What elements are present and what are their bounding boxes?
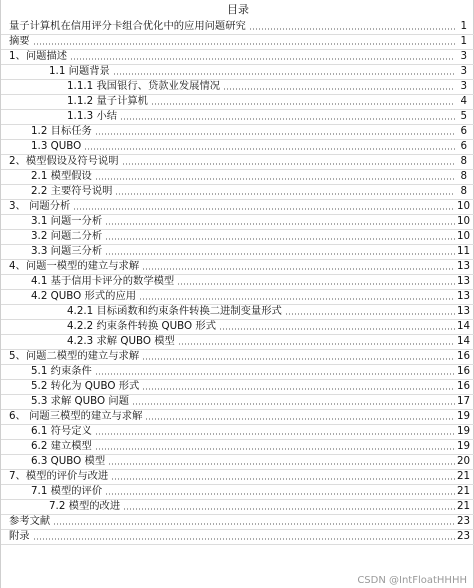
toc-entry[interactable] (1, 515, 474, 530)
toc-entry-label: 1.2 目标任务 (31, 125, 92, 137)
dot-leader (142, 358, 455, 360)
toc-entry-page-number: 3 (460, 80, 467, 92)
toc-entry-page-number: 13 (457, 275, 471, 287)
dot-leader (120, 118, 455, 120)
toc-entry-label: 1.1.2 量子计算机 (67, 95, 148, 107)
toc-entry-page-number: 20 (457, 455, 471, 467)
toc-entry-page-number: 3 (460, 50, 467, 62)
dot-leader (105, 493, 455, 495)
toc-entry[interactable] (1, 140, 474, 155)
dot-leader (105, 223, 455, 225)
toc-entry-label: 附录 (9, 530, 30, 542)
toc-entry-page-number: 8 (460, 185, 467, 197)
toc-entry-label: 4.2.1 目标函数和约束条件转换二进制变量形式 (67, 305, 282, 317)
toc-entry-page-number: 23 (457, 530, 471, 542)
dot-leader (139, 298, 455, 300)
dot-leader (151, 103, 455, 105)
toc-entry-page-number: 10 (457, 200, 471, 212)
dot-leader (122, 163, 455, 165)
toc-entry-label: 1.3 QUBO (31, 140, 82, 152)
toc-entry-page-number: 6 (460, 140, 467, 152)
toc-entry-label: 摘要 (9, 35, 30, 47)
toc-entry-page-number: 8 (460, 170, 467, 182)
dot-leader (142, 388, 455, 390)
toc-entry-label: 2、模型假设及符号说明 (9, 155, 119, 167)
toc-entry[interactable] (1, 350, 474, 365)
toc-entry[interactable] (1, 20, 474, 35)
toc-entry[interactable] (1, 110, 474, 125)
toc-entry-label: 4.2 QUBO 形式的应用 (31, 290, 137, 302)
toc-entry-page-number: 13 (457, 290, 471, 302)
toc-entry-label: 3、 问题分析 (9, 200, 71, 212)
toc-entry-label: 7、模型的评价与改进 (9, 470, 109, 482)
toc-entry-label: 7.2 模型的改进 (49, 500, 121, 512)
toc-entry[interactable] (1, 335, 474, 350)
toc-entry[interactable] (1, 320, 474, 335)
toc-entry[interactable] (1, 365, 474, 380)
toc-entry-label: 5.3 求解 QUBO 问题 (31, 395, 130, 407)
toc-entry-page-number: 14 (457, 335, 471, 347)
toc-entry-label: 5、问题二模型的建立与求解 (9, 350, 140, 362)
toc-entry[interactable] (1, 185, 474, 200)
dot-leader (219, 328, 455, 330)
dot-leader (108, 463, 455, 465)
toc-entry-label: 量子计算机在信用评分卡组合优化中的应用问题研究 (9, 20, 246, 32)
toc-entry[interactable] (1, 500, 474, 515)
dot-leader (95, 373, 455, 375)
dot-leader (178, 343, 455, 345)
dot-leader (145, 418, 455, 420)
toc-entry[interactable] (1, 155, 474, 170)
toc-entry-page-number: 1 (460, 35, 467, 47)
toc-entry-label: 4、问题一模型的建立与求解 (9, 260, 140, 272)
dot-leader (95, 433, 455, 435)
toc-entry-page-number: 23 (457, 515, 471, 527)
toc-entry-label: 3.3 问题三分析 (31, 245, 103, 257)
dot-leader (113, 73, 455, 75)
toc-entry[interactable] (1, 275, 474, 290)
toc-entry-label: 6.3 QUBO 模型 (31, 455, 106, 467)
toc-entry[interactable] (1, 125, 474, 140)
toc-entry[interactable] (1, 425, 474, 440)
dot-leader (132, 403, 455, 405)
toc-entry-page-number: 19 (457, 425, 471, 437)
dot-leader (53, 523, 455, 525)
toc-entry-page-number: 16 (457, 365, 471, 377)
toc-entry-page-number: 10 (457, 230, 471, 242)
toc-entry-page-number: 19 (457, 440, 471, 452)
dot-leader (105, 253, 455, 255)
toc-entry-label: 2.1 模型假设 (31, 170, 92, 182)
toc-entry[interactable] (1, 50, 474, 65)
toc-entry[interactable] (1, 440, 474, 455)
table-of-contents (1, 20, 474, 545)
toc-entry[interactable] (1, 470, 474, 485)
toc-entry[interactable] (1, 485, 474, 500)
toc-entry-page-number: 1 (460, 20, 467, 32)
toc-entry[interactable] (1, 245, 474, 260)
toc-entry[interactable] (1, 530, 474, 545)
toc-entry-page-number: 4 (460, 95, 467, 107)
toc-entry-page-number: 13 (457, 305, 471, 317)
toc-entry-label: 6.2 建立模型 (31, 440, 92, 452)
toc-entry-page-number: 16 (457, 380, 471, 392)
toc-entry[interactable] (1, 455, 474, 470)
dot-leader (123, 508, 455, 510)
toc-title: 目录 (227, 3, 249, 16)
toc-entry-page-number: 10 (457, 215, 471, 227)
toc-entry-page-number: 19 (457, 410, 471, 422)
toc-entry-page-number: 11 (457, 245, 471, 257)
dot-leader (33, 538, 455, 540)
toc-entry[interactable] (1, 305, 474, 320)
toc-entry-page-number: 8 (460, 155, 467, 167)
toc-entry-page-number: 14 (457, 320, 471, 332)
toc-entry-page-number: 21 (457, 485, 471, 497)
toc-entry-label: 2.2 主要符号说明 (31, 185, 113, 197)
toc-entry[interactable] (1, 200, 474, 215)
toc-entry-label: 1.1.1 我国银行、贷款业发展情况 (67, 80, 221, 92)
dot-leader (249, 28, 455, 30)
toc-entry-label: 1.1 问题背景 (49, 65, 110, 77)
dot-leader (115, 193, 455, 195)
toc-entry-label: 5.2 转化为 QUBO 形式 (31, 380, 140, 392)
dot-leader (142, 268, 455, 270)
toc-entry-page-number: 21 (457, 470, 471, 482)
toc-entry-label: 3.2 问题二分析 (31, 230, 103, 242)
toc-entry[interactable] (1, 410, 474, 425)
toc-entry[interactable] (1, 230, 474, 245)
toc-entry[interactable] (1, 65, 474, 80)
toc-entry-label: 参考文献 (9, 515, 51, 527)
toc-entry-page-number: 5 (460, 110, 467, 122)
toc-entry-label: 4.2.3 求解 QUBO 模型 (67, 335, 175, 347)
toc-entry[interactable] (1, 215, 474, 230)
toc-entry-label: 4.2.2 约束条件转换 QUBO 形式 (67, 320, 217, 332)
toc-entry-page-number: 3 (460, 65, 467, 77)
toc-entry-label: 1.1.3 小结 (67, 110, 118, 122)
toc-entry-label: 4.1 基于信用卡评分的数学模型 (31, 275, 175, 287)
toc-entry[interactable] (1, 95, 474, 110)
toc-entry-label: 5.1 约束条件 (31, 365, 92, 377)
toc-entry-page-number: 16 (457, 350, 471, 362)
toc-entry[interactable] (1, 170, 474, 185)
dot-leader (33, 43, 455, 45)
toc-entry-page-number: 21 (457, 500, 471, 512)
dot-leader (177, 283, 455, 285)
toc-entry-page-number: 6 (460, 125, 467, 137)
toc-entry-page-number: 17 (457, 395, 471, 407)
dot-leader (84, 148, 455, 150)
dot-leader (73, 208, 455, 210)
toc-entry-label: 6.1 符号定义 (31, 425, 92, 437)
dot-leader (95, 133, 455, 135)
dot-leader (70, 58, 455, 60)
toc-entry[interactable] (1, 260, 474, 275)
watermark: CSDN @IntFloatHHHH (357, 575, 467, 586)
toc-entry[interactable] (1, 80, 474, 95)
dot-leader (95, 448, 455, 450)
toc-entry[interactable] (1, 380, 474, 395)
toc-entry-label: 7.1 模型的评价 (31, 485, 103, 497)
dot-leader (95, 178, 455, 180)
toc-entry-page-number: 13 (457, 260, 471, 272)
toc-entry[interactable] (1, 35, 474, 50)
dot-leader (285, 313, 455, 315)
toc-entry[interactable] (1, 395, 474, 410)
toc-entry[interactable] (1, 290, 474, 305)
dot-leader (111, 478, 455, 480)
dot-leader (105, 238, 455, 240)
toc-entry-label: 1、问题描述 (9, 50, 68, 62)
toc-entry-label: 3.1 问题一分析 (31, 215, 103, 227)
toc-entry-label: 6、 问题三模型的建立与求解 (9, 410, 143, 422)
dot-leader (223, 88, 455, 90)
